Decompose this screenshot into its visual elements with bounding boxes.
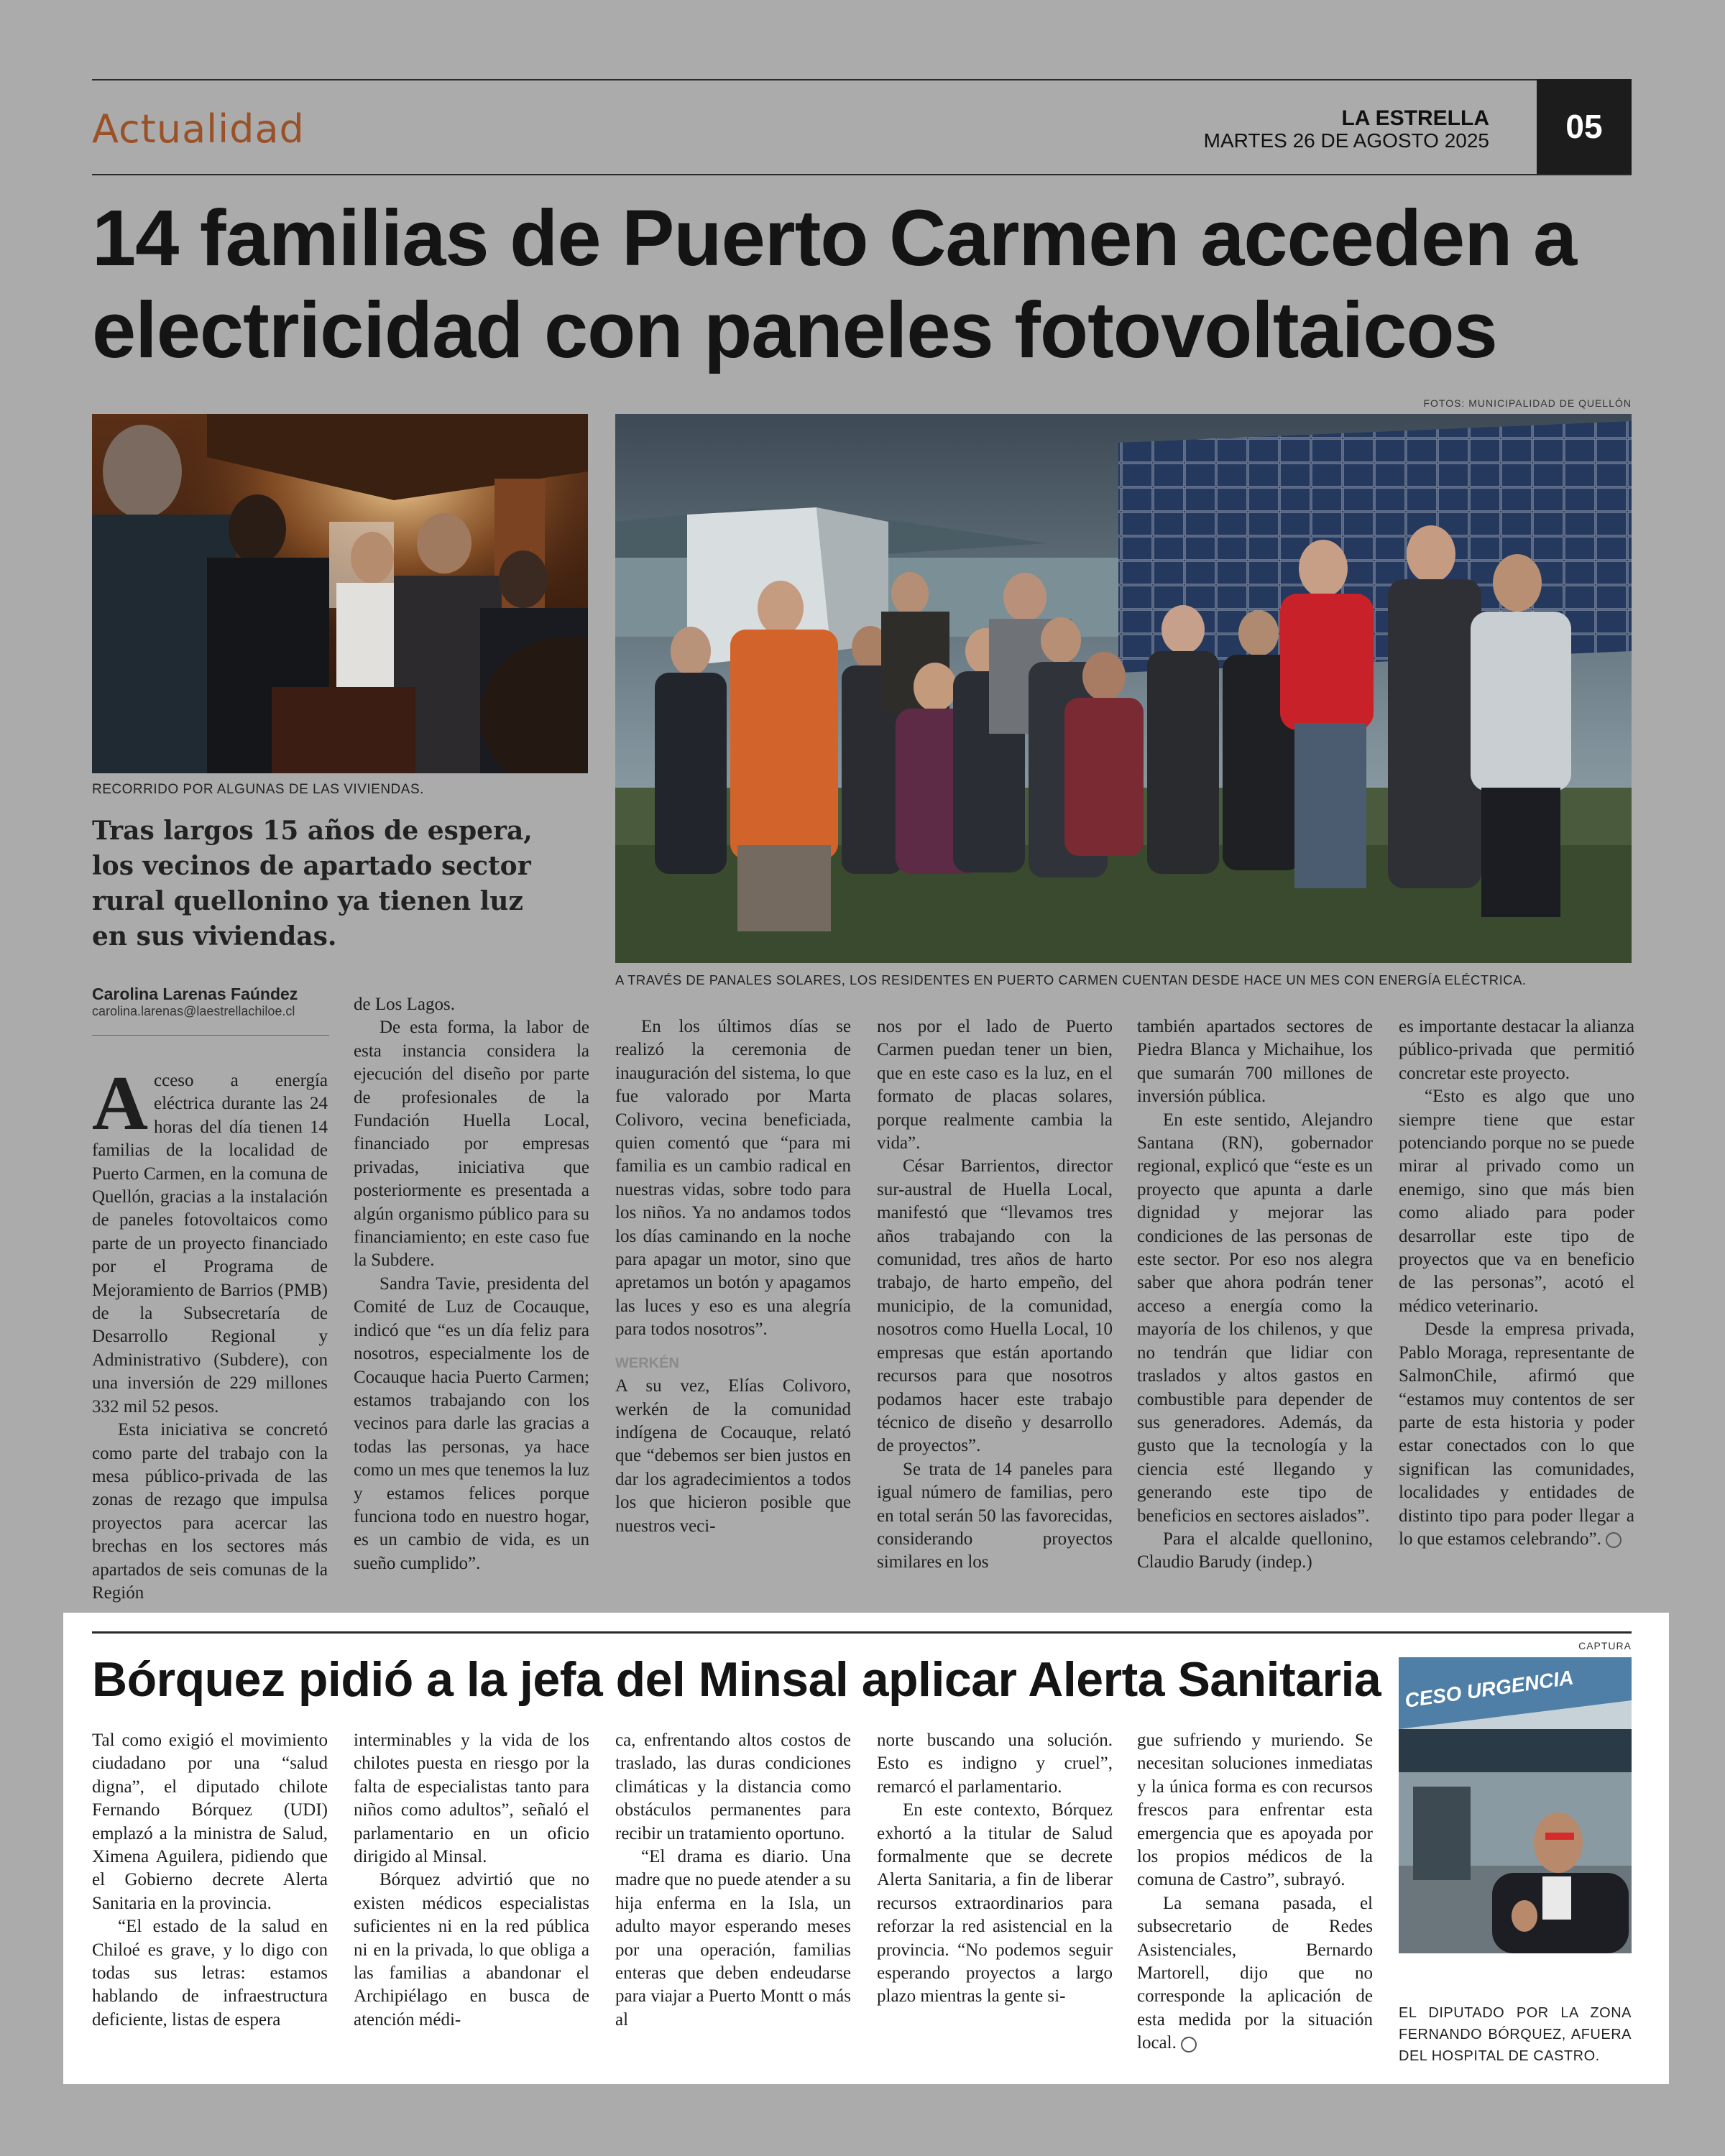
headline: 14 familias de Puerto Carmen acceden a electricidad con paneles fotovoltaicos [92, 194, 1577, 374]
paragraph: César Barrientos, director sur-austral de Huella Local, manifestó que “llevamos tres años trabajando con la comunidad, tres años de harto trabajo, de harto empeño, del municipio, de la comunidad, nosotros como Huella Local, 10 empresas que están aportando recursos para que nosotros podamos hacer este trabajo técnico de diseño y desarrollo de proyectos”. [877, 1156, 1113, 1456]
paragraph: Sandra Tavie, presidenta del Comité de Luz de Cocauque, indicó que “es un día feliz para nosotros, especialmente los de Cocauque hacia Puerto Carmen; estamos trabajando con los vecinos para darle las gracias a todas las personas, ya hace como un mes que tenemos la luz y estamos felices porque funciona todo en nuestro hogar, es un cambio de vida, es un sueño cumplido”. [354, 1273, 589, 1573]
photo-deputy-hospital [1399, 1657, 1632, 1953]
issue-date: MARTES 26 DE AGOSTO 2025 [1203, 129, 1489, 152]
deputy-photo-caption: EL DIPUTADO POR LA ZONA FERNANDO BÓRQUEZ, AFUERA DEL HOSPITAL DE CASTRO. [1399, 2005, 1632, 2064]
paragraph: De esta forma, la labor de esta instancia considera la ejecución del diseño por parte de profesionales de la Fundación Huella Local, financiado por empresas privadas, iniciativa que posteriormente es presentada a algún organismo público para su financiamiento; en este caso fue la Subdere. [354, 1018, 589, 1271]
paragraph: “Esto es algo que uno siempre tiene que estar potenciando porque no se puede mirar al privado como un enemigo, sino que más bien como aliado para poder desarrollar este tipo de proyectos que va en beneficio de las personas”, acotó el médico veterinario. [1399, 1087, 1634, 1316]
solar-group-image [615, 414, 1632, 963]
paragraph: “El estado de la salud en Chiloé es grave, y lo digo con todas sus letras: estamos hablando de infraestructura deficiente, listas de espera [92, 1917, 328, 2030]
paragraph: ca, enfrentando altos costos de traslado, las duras condiciones climáticas y la distancia como obstáculos permanentes para recibir un tratamiento oportuno. [615, 1731, 851, 1843]
article-col-5 [1137, 1015, 1373, 1610]
paragraph: Desde la empresa privada, Pablo Moraga, representante de SalmonChile, afirmó que “estamos muy contentos de ser parte de esta historia y poder estar conectados con lo que significan las comunidades, localidades y entidades de distinto tipo para poder llegar a lo que estamos celebrando”. [1399, 1319, 1634, 1549]
left-photo-caption: RECORRIDO POR ALGUNAS DE LAS VIVIENDAS. [92, 782, 424, 797]
drop-cap: A [92, 1069, 148, 1146]
photo-solar-panels-group [615, 414, 1632, 963]
photo-credit: FOTOS: MUNICIPALIDAD DE QUELLÓN [1423, 397, 1632, 409]
paragraph: Tal como exigió el movimiento ciudadano por una “salud digna”, el diputado chilote Fernando Bórquez (UDI) emplazó a la ministra de Salud, Ximena Aguilera, pidiendo que el Gobierno decrete Alerta Sanitaria en la provincia. [92, 1731, 328, 1913]
byline-rule [92, 1035, 329, 1036]
paragraph: interminables y la vida de los chilotes puesta en riesgo por la falta de especialistas tanto para niños como adultos”, señaló el parlamentario en un oficio dirigido al Minsal. [354, 1731, 589, 1867]
paragraph: es importante destacar la alianza público-privada que permitió concretar este proyecto. [1399, 1017, 1634, 1083]
author-name: Carolina Larenas Faúndez [92, 985, 298, 1003]
box-col-4 [877, 1729, 1113, 2074]
paragraph: Bórquez advirtió que no existen médicos especialistas suficientes ni en la red pública ni en la privada, lo que obliga a las familias a abandonar el Archipiélago en busca de atención médi- [354, 1870, 589, 2030]
box-headline: Bórquez pidió a la jefa del Minsal aplicar Alerta Sanitaria [92, 1652, 1381, 1707]
subheading-werken: WERKÉN [615, 1355, 679, 1371]
end-mark-icon [1606, 1532, 1622, 1548]
paragraph: En los últimos días se realizó la ceremonia de inauguración del sistema, lo que fue valorado por Marta Colivoro, vecina beneficiada, quien comentó que “para mi familia es un cambio radical en nuestras vidas, sobre todo para los niños. Ya no andamos todos los días caminando en la noche para apagar un motor, sino que apretamos un botón y apagamos las luces y eso es una alegría para todos nosotros”. [615, 1017, 851, 1340]
article-col-4 [877, 1015, 1113, 1610]
paragraph: En este contexto, Bórquez exhortó a la titular de Salud formalmente que se decrete Alerta Sanitaria, a fin de liberar recursos extraordinarios para reforzar la red asistencial en la provincia. “No podemos seguir esperando proyectos a largo plazo mientras la gente si- [877, 1800, 1113, 2007]
article-col-2 [354, 993, 589, 1610]
paragraph: “El drama es diario. Una madre que no puede atender a su hija enferma en la Isla, un adulto mayor esperando meses por una operación, familias enteras que deben endeudarse para viajar a Puerto Montt o más al [615, 1847, 851, 2030]
box-top-rule [92, 1631, 1632, 1634]
box-col-1 [92, 1729, 328, 2074]
article-col-3 [615, 1015, 851, 1610]
box-col-2 [354, 1729, 589, 2074]
paragraph: A su vez, Elías Colivoro, werkén de la comunidad indígena de Cocauque, relató que “debemos ser bien justos en dar los agradecimientos a todos los que hicieron posible que nuestros veci- [615, 1376, 851, 1536]
paragraph: gue sufriendo y muriendo. Se necesitan soluciones inmediatas y la única forma es con recursos frescos para enfrentar esta emergencia que es apoyada por los propios médicos de la comuna de Castro”, subrayó. [1137, 1731, 1373, 1890]
paragraph: La semana pasada, el subsecretario de Redes Asistenciales, Bernardo Martorell, dijo que no corresponde la aplicación de esta medida por la situación local. [1137, 1893, 1373, 2053]
paragraph: Para el alcalde quellonino, Claudio Barudy (indep.) [1137, 1529, 1373, 1572]
article-col-1 [92, 1069, 328, 1610]
house-visit-image [92, 414, 588, 773]
paragraph: nos por el lado de Puerto Carmen puedan tener un bien, que en este caso es la luz, en el formato de placas solares, porque realmente cambia la vida”. [877, 1017, 1113, 1153]
paragraph: también apartados sectores de Piedra Blanca y Michaihue, los que sumarán 700 millones de inversión pública. [1137, 1017, 1373, 1107]
box-photo-credit: CAPTURA [1578, 1640, 1632, 1651]
deputy-image [1399, 1657, 1632, 1953]
main-photo-caption: A TRAVÉS DE PANALES SOLARES, LOS RESIDENTES EN PUERTO CARMEN CUENTAN DESDE HACE UN MES CON ENERGÍA ELÉCTRICA. [615, 972, 1527, 987]
paragraph: En este sentido, Alejandro Santana (RN), gobernador regional, explicó que “este es un proyecto que apunta a darle dignidad y mejorar las condiciones de las personas de este sector. Por eso nos alegra saber que ahora podrán tener acceso a energía como la mayoría de los chilenos, y que no tendrán que lidiar con traslados y altos gastos en combustible para depender de sus generadores. Además, da gusto que la tecnología y la ciencia esté llegando y generando este tipo de beneficios en sectores aislados”. [1137, 1110, 1373, 1526]
article-col-6 [1399, 1015, 1634, 1610]
paragraph: de Los Lagos. [354, 995, 455, 1014]
author-email: carolina.larenas@laestrellachiloe.cl [92, 1004, 295, 1018]
box-col-5 [1137, 1729, 1373, 2074]
paragraph: Se trata de 14 paneles para igual número de familias, pero en total serán 50 las favorecidas, considerando proyectos similares en los [877, 1459, 1113, 1572]
end-mark-icon [1181, 2037, 1197, 2053]
paper-name: LA ESTRELLA [1341, 106, 1489, 130]
byline [92, 985, 329, 1019]
paragraph: Esta iniciativa se concretó como parte del trabajo con la mesa público-privada de las zonas de rezago que impulsa proyectos para acercar las brechas en los sectores más apartados de seis comunas de la Región [92, 1420, 328, 1603]
section-label: Actualidad [92, 106, 305, 152]
paragraph: norte buscando una solución. Esto es indigno y cruel”, remarcó el parlamentario. [877, 1731, 1113, 1797]
lead-paragraph: Acceso a energía eléctrica durante las 24 horas del día tienen 14 familias de la localidad de Puerto Carmen, en la comuna de Quellón, gracias a la instalación de paneles fotovoltaicos como parte de un proyecto financiado por el Programa de Mejoramiento de Barrios (PMB) de la Subsecretaría de Desarrollo Regional y Administrativo (Subdere), con una inversión de 229 millones 332 mil 52 pesos. [92, 1069, 328, 1416]
page-number: 05 [1537, 79, 1632, 174]
header-rule [92, 174, 1632, 175]
article-deck: Tras largos 15 años de espera, los vecinos de apartado sector rural quellonino ya tienen luz en sus viviendas. [92, 816, 533, 952]
masthead [1204, 108, 1489, 152]
photo-house-visit [92, 414, 588, 773]
box-col-3 [615, 1729, 851, 2074]
top-rule [92, 79, 1537, 80]
hospital-sign-text: CESO URGENCIA [1403, 1666, 1576, 1712]
